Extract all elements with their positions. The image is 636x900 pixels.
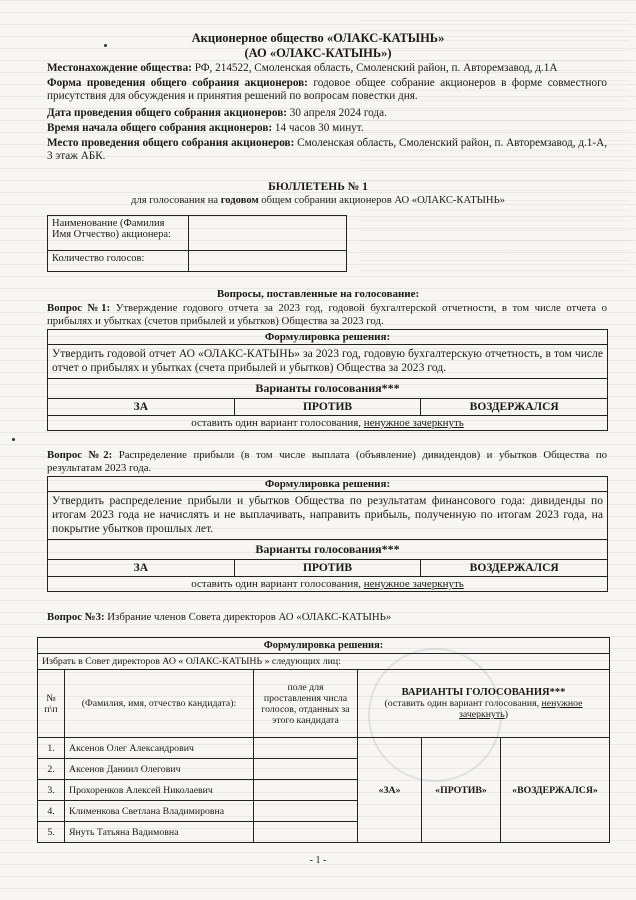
question-2-text: Распределение прибыли (в том числе выплата (объявление) дивидендов) и убытков Общества по результатам 2023 года. (47, 449, 607, 474)
question-2-options (48, 560, 607, 577)
voter-votes-field[interactable] (189, 251, 347, 272)
subtitle-post: общем собрании акционеров АО «ОЛАКС-КАТЫНЬ» (258, 195, 505, 206)
faint-stamp (368, 648, 502, 782)
question-1-hint-pre: оставить один вариант голосования, (191, 417, 364, 429)
candidate-4-num: 4. (38, 801, 65, 822)
location-label: Местонахождение общества: (47, 62, 192, 74)
question-2-option-abstain[interactable]: ВОЗДЕРЖАЛСЯ (420, 560, 607, 576)
subtitle-bold: годовом (220, 195, 259, 206)
time-label: Время начала общего собрания акционеров: (47, 122, 273, 134)
place-value: Смоленская область, Смоленский район, п. Авторемзавод, д.1-А, 3 этаж АБК. (47, 137, 608, 163)
column-name-header: (Фамилия, имя, отчество кандидата): (65, 670, 254, 738)
time-value: 14 часов 30 минут. (272, 122, 364, 134)
place-line (47, 137, 607, 164)
question-1-decision-head: Формулировка решения: (48, 330, 607, 345)
question-1-label: Вопрос №1: (47, 302, 111, 314)
page-number: - 1 - (309, 855, 327, 866)
variants-title: ВАРИАНТЫ ГОЛОСОВАНИЯ*** (401, 687, 566, 698)
question-2-option-for[interactable]: ЗА (133, 562, 149, 574)
ballot-title: БЮЛЛЕТЕНЬ № 1 (268, 181, 368, 193)
question-1-option-abstain[interactable]: ВОЗДЕРЖАЛСЯ (420, 399, 607, 415)
question-1-option-against[interactable]: ПРОТИВ (234, 399, 421, 415)
question-1-options (48, 399, 607, 416)
candidate-1-num: 1. (38, 738, 65, 759)
candidate-2-name: Аксенов Даниил Олегович (65, 759, 254, 780)
question-1-text: Утверждение годового отчета за 2023 год, годовой бухгалтерской отчетности, в том числе отчета о прибылях и убытках (счетов прибылей и убытков) Общества за 2023 год. (47, 302, 608, 327)
candidate-5-name: Януть Татьяна Вадимовна (65, 822, 254, 843)
candidate-5-votes-field[interactable] (254, 822, 358, 843)
variants-hint-underlined: ненужное зачеркнуть (459, 698, 583, 720)
candidate-4-votes-field[interactable] (254, 801, 358, 822)
candidate-2-num: 2. (38, 759, 65, 780)
question-2-option-against[interactable]: ПРОТИВ (234, 560, 421, 576)
question-3-option-for[interactable]: «ЗА» (358, 738, 422, 843)
question-2-decision-head: Формулировка решения: (48, 477, 607, 492)
location-value: РФ, 214522, Смоленская область, Смоленский район, п. Авторемзавод, д.1А (191, 62, 558, 74)
question-2-decision: Утвердить распределение прибыли и убытков Общества по результатам финансового года: дивиденды по итогам 2023 года не начислять и не выплачивать, направить прибыль, полученную по итогам 2023 года, на покрытие убытков прошлых лет. (52, 494, 603, 535)
question-3-decision: Избрать в Совет директоров АО « ОЛАКС-КАТЫНЬ » следующих лиц: (38, 654, 610, 670)
question-1-hint-underlined: ненужное зачеркнуть (363, 417, 464, 429)
issues-title: Вопросы, поставленные на голосование: (216, 288, 420, 300)
voter-name-label: Наименование (Фамилия Имя Отчество) акционера: (48, 216, 189, 251)
company-short-name: (АО «ОЛАКС-КАТЫНЬ») (244, 46, 392, 60)
question-2-hint-underlined: ненужное зачеркнуть (363, 578, 464, 590)
question-1 (47, 302, 607, 328)
place-label: Место проведения общего собрания акционеров: (47, 137, 295, 149)
company-name: Акционерное общество «ОЛАКС-КАТЫНЬ» (191, 31, 445, 45)
candidate-5-num: 5. (38, 822, 65, 843)
form-line (47, 77, 607, 104)
candidate-1-name: Аксенов Олег Александрович (65, 738, 254, 759)
question-3-option-against[interactable]: «ПРОТИВ» (422, 738, 501, 843)
question-2 (47, 449, 607, 475)
question-2-label: Вопрос №2: (47, 449, 113, 461)
speck (12, 438, 15, 441)
question-1-options-head: Варианты голосования*** (48, 378, 607, 399)
form-label: Форма проведения общего собрания акционеров: (47, 77, 308, 89)
question-1-decision: Утвердить годовой отчет АО «ОЛАКС-КАТЫНЬ» за 2023 год, годовую бухгалтерскую отчетность, в том числе отчет о прибылях и убытках (счета прибылей и убытков) Общества за 2023 год. (52, 347, 603, 374)
candidate-3-num: 3. (38, 780, 65, 801)
candidate-3-votes-field[interactable] (254, 780, 358, 801)
variants-hint-pre: (оставить один вариант голосования, (384, 698, 542, 709)
date-label: Дата проведения общего собрания акционеров: (47, 107, 287, 119)
candidate-4-name: Клименкова Светлана Владимировна (65, 801, 254, 822)
question-1-hint (48, 416, 607, 430)
question-3-option-abstain[interactable]: «ВОЗДЕРЖАЛСЯ» (501, 738, 610, 843)
question-3 (47, 611, 607, 624)
location-line (47, 62, 607, 75)
candidate-2-votes-field[interactable] (254, 759, 358, 780)
question-2-options-head: Варианты голосования*** (48, 539, 607, 560)
question-1-box (47, 329, 608, 431)
question-3-decision-head: Формулировка решения: (38, 638, 610, 654)
question-2-hint-pre: оставить один вариант голосования, (191, 578, 364, 590)
voter-name-field[interactable] (189, 216, 347, 251)
question-3-text: Избрание членов Совета директоров АО «ОЛАКС-КАТЫНЬ» (104, 611, 392, 623)
voter-table (47, 215, 347, 272)
ballot-subtitle (0, 195, 636, 206)
question-2-hint (48, 577, 607, 591)
question-1-option-for[interactable]: ЗА (133, 401, 149, 413)
speck (104, 44, 107, 47)
time-line (47, 122, 607, 135)
date-value: 30 апреля 2024 года. (286, 107, 387, 119)
column-number-header: № п\п (38, 670, 65, 738)
column-votes-header: поле для проставления числа голосов, отданных за этого кандидата (254, 670, 358, 738)
voter-votes-label: Количество голосов: (48, 251, 189, 272)
question-3-label: Вопрос №3: (47, 611, 105, 623)
candidate-3-name: Прохоренков Алексей Николаевич (65, 780, 254, 801)
date-line (47, 107, 607, 120)
variants-hint-post: ) (504, 709, 508, 720)
candidate-1-votes-field[interactable] (254, 738, 358, 759)
question-2-box (47, 476, 608, 592)
form-value: годовое общее собрание акционеров в форме совместного присутствия для обсуждения и принятия решений по вопросам повестки дня. (47, 77, 608, 103)
question-3-table (37, 637, 610, 843)
subtitle-pre: для голосования на (131, 195, 221, 206)
